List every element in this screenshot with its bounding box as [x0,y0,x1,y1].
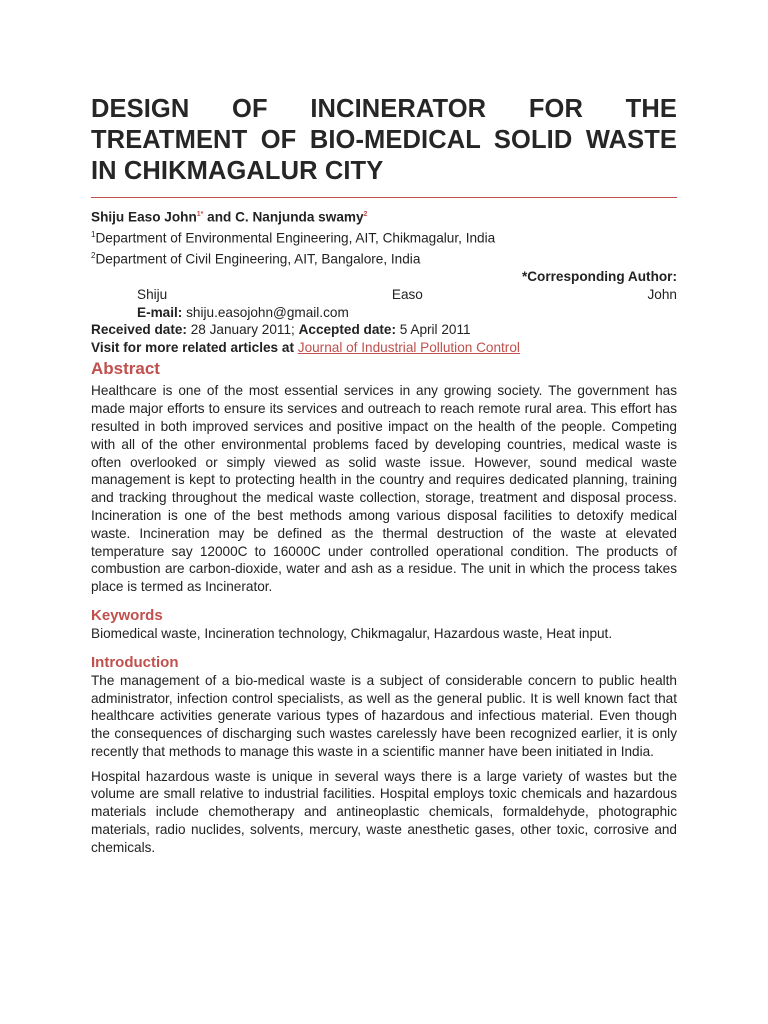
corresponding-name [91,286,677,304]
email-address[interactable]: shiju.easojohn@gmail.com [186,304,349,320]
author-1-sup: 1* [196,211,204,218]
corresponding-label: *Corresponding Author: [521,269,677,285]
affiliation-text: Department of Environmental Engineering, AIT, Chikmagalur, India [95,230,496,246]
name-part: Shiju [137,286,168,302]
affiliation-sup: 1 [91,230,96,240]
author-2-sup: 2 [363,211,368,218]
title-line: TREATMENT OF BIO-MEDICAL SOLID WASTE [91,126,677,154]
keywords-text: Biomedical waste, Incineration technology, Chikmagalur, Hazardous waste, Heat input. [91,625,613,641]
email-line [91,304,677,322]
received-label: Received date: [91,322,187,338]
journal-link[interactable]: Journal of Industrial Pollution Control [297,339,520,355]
received-date: 28 January 2011; [190,322,295,338]
name-part: John [647,286,677,302]
author-connector: and [203,209,236,225]
email-label: E-mail: [137,304,183,320]
intro-paragraph: The management of a bio-medical waste is a subject of considerable concern to public health administrator, infection control specialists, as well as the general public. It is well known fact that healthcare activities generate various types of hazardous and infectious material. Even though the consequences of discharging such wastes carelessly have been recognized earlier, it is only recently that methods to manage this waste in a scientific manner have been initiated in India. [91,672,677,759]
accepted-date: 5 April 2011 [399,322,471,338]
affiliation-2 [91,247,677,268]
title-divider [91,197,677,198]
paper-page [91,94,677,857]
author-line [91,206,677,226]
name-part: Easo [391,286,423,302]
keywords-heading: Keywords [91,606,163,624]
abstract-heading: Abstract [91,359,160,379]
paper-title [91,94,677,187]
visit-line [91,339,677,357]
accepted-label: Accepted date: [298,322,397,338]
visit-label: Visit for more related articles at [91,339,294,355]
title-line: IN CHIKMAGALUR CITY [91,157,384,185]
affiliation-sup: 2 [91,251,96,261]
affiliation-1 [91,226,677,247]
dates-line [91,321,677,339]
introduction-heading: Introduction [91,653,179,671]
author-2: C. Nanjunda swamy [235,209,364,225]
affiliation-text: Department of Civil Engineering, AIT, Bangalore, India [95,251,421,267]
intro-paragraph: Hospital hazardous waste is unique in several ways there is a large variety of wastes but the volume are small relative to industrial facilities. Hospital employs toxic chemicals and hazardous materials include chemotherapy and antineoplastic chemicals, formaldehyde, photographic materials, radio nuclides, solvents, mercury, waste anesthetic gases, other toxic, corrosive and chemicals. [91,768,677,855]
author-1: Shiju Easo John [91,209,197,225]
title-line: DESIGN OF INCINERATOR FOR THE [91,95,677,123]
abstract-text: Healthcare is one of the most essential services in any growing society. The government has made major efforts to ensure its services and outreach to reach remote rural area. This effort has resulted in both improved services and positive impact on the health of the people. Competing with all of the other environmental problems faced by developing countries, medical waste is often overlooked or simply viewed as solid waste issue. However, sound medical waste management is kept to protecting health in the country and requires dedicated planning, training and tracking throughout the medical waste collection, storage, treatment and disposal process. Incineration is one of the best methods among various disposal facilities to detoxify medical waste. Incineration may be defined as the thermal destruction of the waste at elevated temperature say 12000C to 16000C under controlled operational condition. The products of combustion are carbon-dioxide, water and ash as a residue. The unit in which the process takes place is termed as Incinerator. [91,383,677,595]
